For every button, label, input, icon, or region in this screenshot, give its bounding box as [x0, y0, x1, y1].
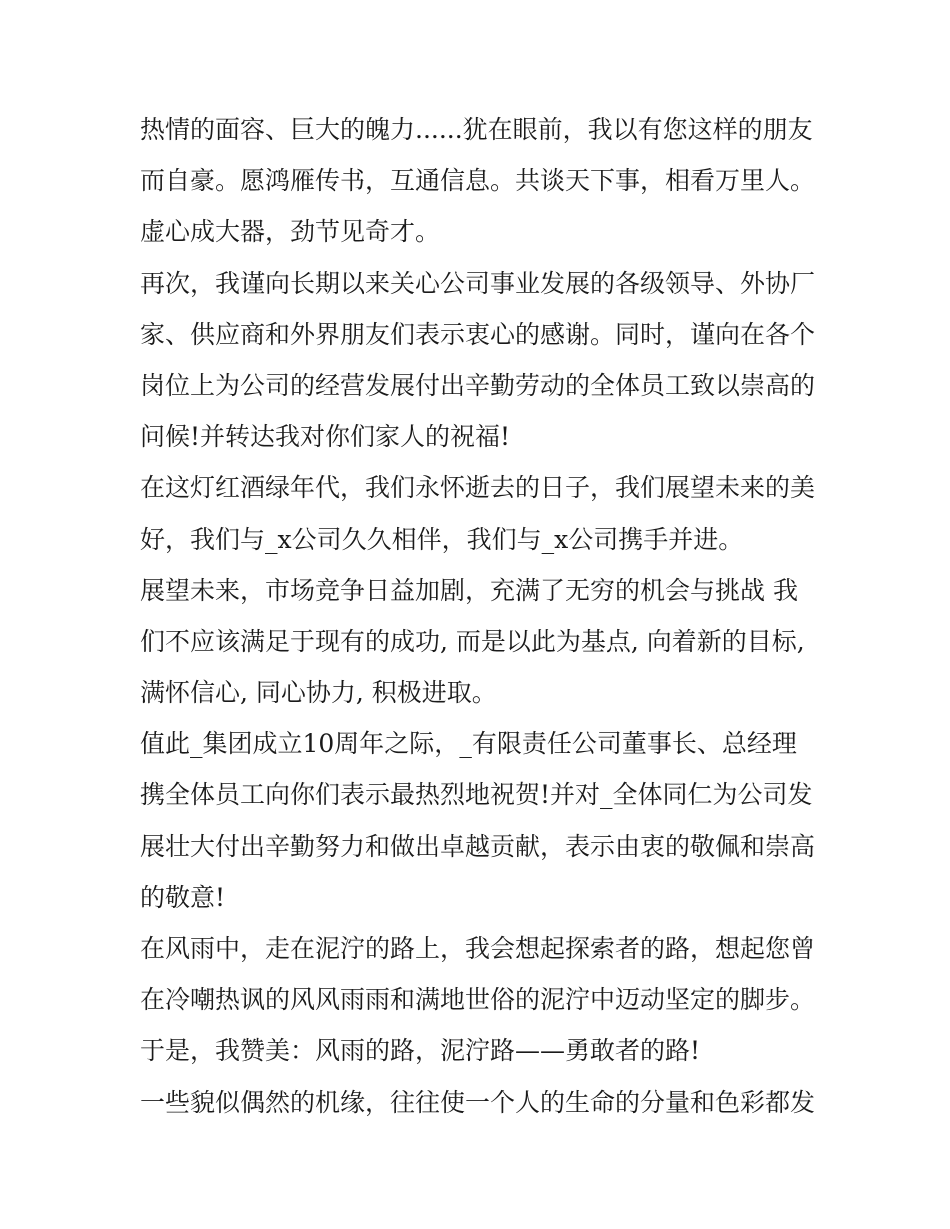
text-line: 展壮大付出辛勤努力和做出卓越贡献，表示由衷的敬佩和崇高	[140, 831, 816, 861]
text-line: 好，我们与_x公司久久相伴，我们与_x公司携手并进。	[140, 524, 744, 554]
text-line: 展望未来，市场竞争日益加剧，充满了无穷的机会与挑战 我	[140, 575, 798, 605]
text-line: 在冷嘲热讽的风风雨雨和满地世俗的泥泞中迈动坚定的脚步。	[140, 985, 816, 1015]
text-line: 在风雨中，走在泥泞的路上，我会想起探索者的路，想起您曾	[140, 934, 816, 963]
text-line: 热情的面容、巨大的魄力......犹在眼前，我以有您这样的朋友	[140, 115, 813, 144]
text-line: 再次，我谨向长期以来关心公司事业发展的各级领导、外协厂	[140, 268, 816, 298]
text-line: 的敬意!	[140, 882, 226, 912]
text-line: 虚心成大器，劲节见奇才。	[140, 217, 441, 247]
document-body	[140, 104, 820, 1128]
text-line: 而自豪。愿鸿雁传书，互通信息。共谈天下事，相看万里人。	[140, 166, 816, 196]
text-line: 在这灯红酒绿年代，我们永怀逝去的日子，我们展望未来的美	[140, 473, 816, 503]
text-line: 家、供应商和外界朋友们表示衷心的感谢。同时，谨向在各个	[140, 319, 816, 349]
text-line: 们不应该满足于现有的成功, 而是以此为基点, 向着新的目标,	[140, 626, 805, 656]
text-line: 岗位上为公司的经营发展付出辛勤劳动的全体员工致以崇高的	[140, 370, 816, 400]
text-line: 满怀信心, 同心协力, 积极进取。	[140, 678, 497, 708]
text-line: 一些貌似偶然的机缘，往往使一个人的生命的分量和色彩都发	[140, 1087, 816, 1117]
text-line: 携全体员工向你们表示最热烈地祝贺!并对_全体同仁为公司发	[140, 780, 813, 810]
text-line: 于是，我赞美：风雨的路，泥泞路——勇敢者的路!	[140, 1036, 701, 1066]
text-line: 问候!并转达我对你们家人的祝福!	[140, 422, 511, 452]
text-line: 值此_集团成立10周年之际，_有限责任公司董事长、总经理	[140, 729, 797, 759]
